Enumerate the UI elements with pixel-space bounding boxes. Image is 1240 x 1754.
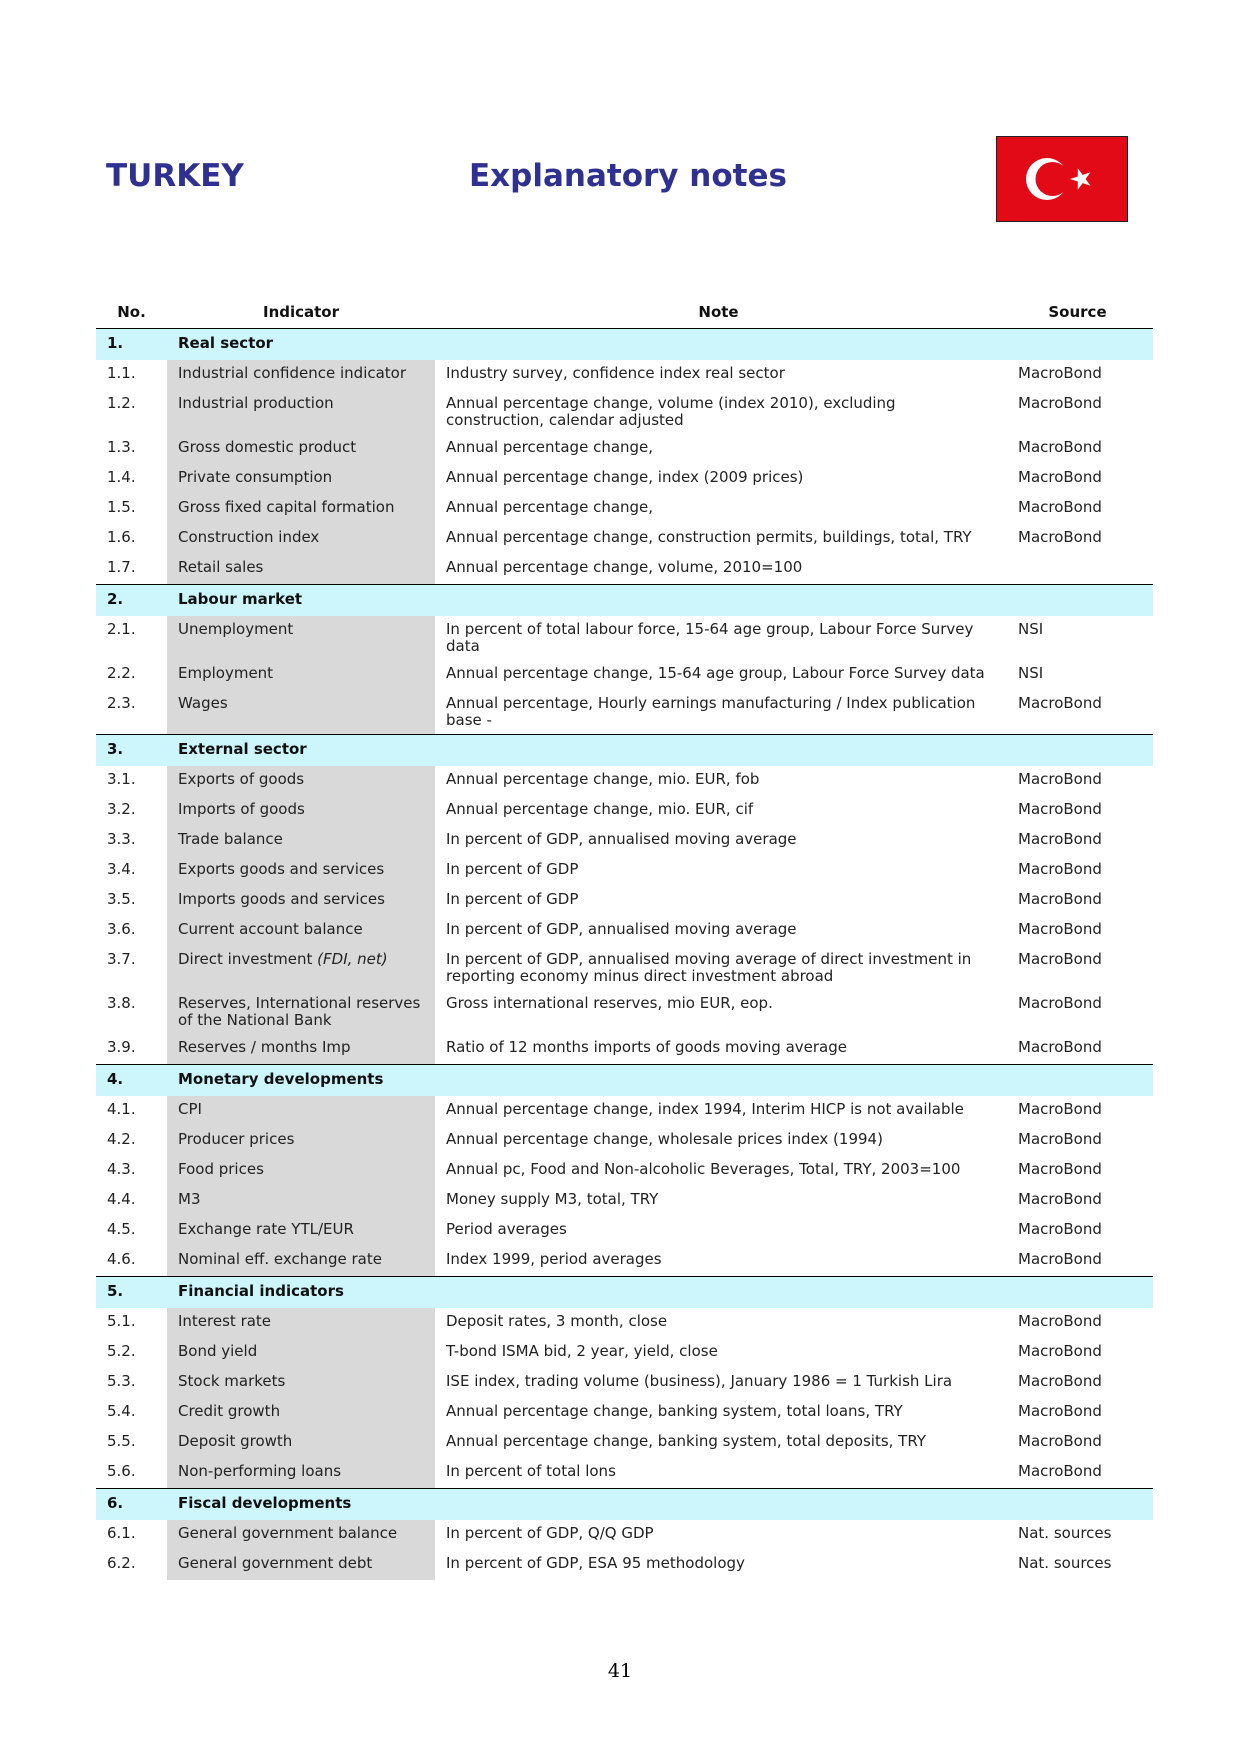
source-cell: MacroBond	[1018, 890, 1102, 908]
row-number: 1.6.	[107, 528, 136, 546]
indicator-label: Food prices	[178, 1160, 264, 1178]
indicator-cell	[167, 1398, 435, 1428]
section-title: Monetary developments	[167, 1065, 1153, 1097]
row-number: 4.6.	[107, 1250, 136, 1268]
indicator-label: Retail sales	[178, 558, 264, 576]
row-number: 3.4.	[107, 860, 136, 878]
table-row	[96, 886, 1153, 916]
indicator-cell	[167, 1216, 435, 1246]
row-number: 6.2.	[107, 1554, 136, 1572]
row-number: 3.8.	[107, 994, 136, 1012]
indicator-label: Construction index	[178, 528, 320, 546]
source-cell: MacroBond	[1018, 1342, 1102, 1360]
row-number: 5.3.	[107, 1372, 136, 1390]
indicator-cell	[167, 360, 435, 390]
source-cell: MacroBond	[1018, 950, 1102, 968]
indicator-cell	[167, 616, 435, 660]
table-row	[96, 1156, 1153, 1186]
indicator-cell	[167, 660, 435, 690]
table-row	[96, 1186, 1153, 1216]
indicator-qualifier: (FDI, net)	[317, 950, 388, 968]
indicator-cell	[167, 1034, 435, 1065]
table-row	[96, 464, 1153, 494]
note-cell: Annual percentage change, wholesale prices index (1994)	[446, 1130, 883, 1148]
source-cell: MacroBond	[1018, 800, 1102, 818]
table-body	[96, 329, 1153, 1581]
indicator-cell	[167, 766, 435, 796]
note-cell: Index 1999, period averages	[446, 1250, 662, 1268]
indicator-label: Stock markets	[178, 1372, 286, 1390]
note-cell: Annual percentage change,	[446, 438, 654, 456]
source-cell: MacroBond	[1018, 770, 1102, 788]
page-title: Explanatory notes	[469, 158, 787, 194]
source-cell: MacroBond	[1018, 1462, 1102, 1480]
table-row	[96, 766, 1153, 796]
note-cell: In percent of GDP, Q/Q GDP	[446, 1524, 654, 1542]
indicator-label: Industrial confidence indicator	[178, 364, 407, 382]
note-cell: Annual percentage change, 15-64 age group, Labour Force Survey data	[446, 664, 985, 682]
table-row	[96, 1398, 1153, 1428]
indicator-label: Credit growth	[178, 1402, 281, 1420]
note-cell: Annual percentage change, construction permits, buildings, total, TRY	[446, 528, 972, 546]
note-cell: Annual percentage change, volume, 2010=100	[446, 558, 803, 576]
section-number: 6.	[96, 1489, 167, 1521]
source-cell: MacroBond	[1018, 528, 1102, 546]
source-cell: MacroBond	[1018, 438, 1102, 456]
table-row	[96, 1550, 1153, 1580]
row-number: 2.1.	[107, 620, 136, 638]
table-header-row	[96, 296, 1153, 329]
indicator-label: Exports goods and services	[178, 860, 385, 878]
indicator-label: Bond yield	[178, 1342, 258, 1360]
column-header-source: Source	[1002, 296, 1153, 329]
section-title: Fiscal developments	[167, 1489, 1153, 1521]
indicator-cell	[167, 464, 435, 494]
row-number: 4.1.	[107, 1100, 136, 1118]
note-cell: Annual percentage change, index 1994, Interim HICP is not available	[446, 1100, 964, 1118]
indicator-cell	[167, 390, 435, 434]
column-header-note: Note	[435, 296, 1002, 329]
indicator-label: Imports of goods	[178, 800, 305, 818]
indicator-cell	[167, 916, 435, 946]
indicator-label: Imports goods and services	[178, 890, 385, 908]
page-number: 41	[607, 1660, 633, 1682]
table-row	[96, 1428, 1153, 1458]
note-cell: Industry survey, confidence index real sector	[446, 364, 785, 382]
indicator-cell	[167, 494, 435, 524]
section-number: 3.	[96, 735, 167, 767]
table-row	[96, 1520, 1153, 1550]
note-cell: Gross international reserves, mio EUR, eop.	[446, 994, 773, 1012]
indicator-cell	[167, 826, 435, 856]
source-cell: MacroBond	[1018, 1130, 1102, 1148]
note-cell: In percent of GDP, annualised moving average of direct investment in reporting economy minus direct investment abroad	[446, 950, 972, 985]
column-header-no: No.	[96, 296, 167, 329]
indicator-label: General government debt	[178, 1554, 373, 1572]
table-row	[96, 1458, 1153, 1489]
note-cell: Annual percentage change, mio. EUR, cif	[446, 800, 754, 818]
section-row	[96, 735, 1153, 767]
source-cell: MacroBond	[1018, 694, 1102, 712]
indicator-cell	[167, 1428, 435, 1458]
section-title: External sector	[167, 735, 1153, 767]
table-row	[96, 1338, 1153, 1368]
table-row	[96, 856, 1153, 886]
indicator-label: Employment	[178, 664, 274, 682]
indicator-cell	[167, 1338, 435, 1368]
indicator-cell	[167, 1246, 435, 1277]
indicator-label: Trade balance	[178, 830, 283, 848]
table-row	[96, 916, 1153, 946]
note-cell: Annual percentage change, banking system, total deposits, TRY	[446, 1432, 926, 1450]
row-number: 1.7.	[107, 558, 136, 576]
source-cell: MacroBond	[1018, 364, 1102, 382]
note-cell: In percent of GDP, annualised moving average	[446, 830, 797, 848]
note-cell: In percent of GDP, ESA 95 methodology	[446, 1554, 745, 1572]
section-row	[96, 329, 1153, 361]
section-row	[96, 1277, 1153, 1309]
row-number: 1.5.	[107, 498, 136, 516]
turkey-flag-icon	[996, 136, 1128, 222]
section-number: 2.	[96, 585, 167, 617]
indicator-cell	[167, 1126, 435, 1156]
row-number: 5.5.	[107, 1432, 136, 1450]
section-number: 1.	[96, 329, 167, 361]
table-row	[96, 1126, 1153, 1156]
table-row	[96, 524, 1153, 554]
row-number: 4.2.	[107, 1130, 136, 1148]
section-row	[96, 585, 1153, 617]
indicator-label: Reserves / months Imp	[178, 1038, 351, 1056]
source-cell: NSI	[1018, 620, 1044, 638]
table-row	[96, 1246, 1153, 1277]
source-cell: MacroBond	[1018, 860, 1102, 878]
source-cell: Nat. sources	[1018, 1554, 1112, 1572]
source-cell: MacroBond	[1018, 994, 1102, 1012]
source-cell: MacroBond	[1018, 1432, 1102, 1450]
source-cell: MacroBond	[1018, 920, 1102, 938]
row-number: 5.6.	[107, 1462, 136, 1480]
indicator-label: Private consumption	[178, 468, 333, 486]
note-cell: Annual pc, Food and Non-alcoholic Beverages, Total, TRY, 2003=100	[446, 1160, 961, 1178]
indicator-label: Industrial production	[178, 394, 334, 412]
row-number: 3.7.	[107, 950, 136, 968]
indicator-label: Unemployment	[178, 620, 294, 638]
note-cell: Ratio of 12 months imports of goods moving average	[446, 1038, 847, 1056]
source-cell: MacroBond	[1018, 1312, 1102, 1330]
table-row	[96, 494, 1153, 524]
row-number: 3.6.	[107, 920, 136, 938]
note-cell: In percent of total lons	[446, 1462, 616, 1480]
indicator-cell	[167, 886, 435, 916]
row-number: 6.1.	[107, 1524, 136, 1542]
row-number: 2.2.	[107, 664, 136, 682]
indicator-label: Current account balance	[178, 920, 363, 938]
note-cell: In percent of GDP, annualised moving average	[446, 920, 797, 938]
source-cell: MacroBond	[1018, 1190, 1102, 1208]
note-cell: In percent of GDP	[446, 860, 579, 878]
indicator-label: Deposit growth	[178, 1432, 293, 1450]
source-cell: MacroBond	[1018, 498, 1102, 516]
note-cell: Annual percentage change,	[446, 498, 654, 516]
table-row	[96, 796, 1153, 826]
indicator-label: Exports of goods	[178, 770, 305, 788]
section-title: Labour market	[167, 585, 1153, 617]
table-row	[96, 1216, 1153, 1246]
source-cell: MacroBond	[1018, 1250, 1102, 1268]
table-row	[96, 616, 1153, 660]
note-cell: ISE index, trading volume (business), January 1986 = 1 Turkish Lira	[446, 1372, 953, 1390]
indicator-label: Non-performing loans	[178, 1462, 342, 1480]
table-row	[96, 990, 1153, 1034]
table-row	[96, 826, 1153, 856]
row-number: 3.9.	[107, 1038, 136, 1056]
table-row	[96, 1096, 1153, 1126]
row-number: 5.2.	[107, 1342, 136, 1360]
row-number: 5.4.	[107, 1402, 136, 1420]
indicator-cell	[167, 1550, 435, 1580]
table-row	[96, 360, 1153, 390]
table-row	[96, 1368, 1153, 1398]
indicator-cell	[167, 524, 435, 554]
source-cell: MacroBond	[1018, 394, 1102, 412]
section-title: Financial indicators	[167, 1277, 1153, 1309]
note-cell: Annual percentage change, banking system, total loans, TRY	[446, 1402, 903, 1420]
source-cell: NSI	[1018, 664, 1044, 682]
column-header-indicator: Indicator	[167, 296, 435, 329]
source-cell: MacroBond	[1018, 1160, 1102, 1178]
section-row	[96, 1489, 1153, 1521]
table-row	[96, 434, 1153, 464]
indicator-cell	[167, 990, 435, 1034]
indicator-cell	[167, 434, 435, 464]
row-number: 3.3.	[107, 830, 136, 848]
source-cell: MacroBond	[1018, 1100, 1102, 1118]
country-heading: TURKEY	[106, 158, 244, 194]
note-cell: Annual percentage change, index (2009 prices)	[446, 468, 804, 486]
indicator-label: Wages	[178, 694, 228, 712]
row-number: 3.1.	[107, 770, 136, 788]
note-cell: T-bond ISMA bid, 2 year, yield, close	[446, 1342, 718, 1360]
note-cell: In percent of GDP	[446, 890, 579, 908]
row-number: 1.1.	[107, 364, 136, 382]
indicator-label: Interest rate	[178, 1312, 272, 1330]
indicator-cell	[167, 1186, 435, 1216]
row-number: 3.5.	[107, 890, 136, 908]
row-number: 1.2.	[107, 394, 136, 412]
table-row	[96, 660, 1153, 690]
note-cell: Annual percentage, Hourly earnings manufacturing / Index publication base -	[446, 694, 976, 729]
indicator-label: M3	[178, 1190, 201, 1208]
source-cell: MacroBond	[1018, 468, 1102, 486]
indicator-cell	[167, 1458, 435, 1489]
table-row	[96, 1034, 1153, 1065]
row-number: 4.4.	[107, 1190, 136, 1208]
row-number: 1.4.	[107, 468, 136, 486]
section-title: Real sector	[167, 329, 1153, 361]
indicator-label: Gross domestic product	[178, 438, 357, 456]
indicator-cell	[167, 690, 435, 735]
source-cell: MacroBond	[1018, 1372, 1102, 1390]
indicator-label: CPI	[178, 1100, 202, 1118]
note-cell: Annual percentage change, volume (index 2010), excluding construction, calendar adjusted	[446, 394, 896, 429]
indicator-label: Exchange rate YTL/EUR	[178, 1220, 354, 1238]
indicator-cell	[167, 946, 435, 990]
row-number: 3.2.	[107, 800, 136, 818]
indicator-cell	[167, 1368, 435, 1398]
row-number: 5.1.	[107, 1312, 136, 1330]
table-row	[96, 1308, 1153, 1338]
table-row	[96, 690, 1153, 735]
source-cell: MacroBond	[1018, 1038, 1102, 1056]
note-cell: Deposit rates, 3 month, close	[446, 1312, 668, 1330]
indicator-cell	[167, 1520, 435, 1550]
indicator-label: Reserves, International reserves of the National Bank	[178, 994, 421, 1029]
explanatory-notes-table	[96, 296, 1153, 1580]
indicator-label: Gross fixed capital formation	[178, 498, 395, 516]
source-cell: MacroBond	[1018, 1402, 1102, 1420]
note-cell: Money supply M3, total, TRY	[446, 1190, 659, 1208]
indicator-cell	[167, 796, 435, 826]
table-row	[96, 390, 1153, 434]
indicator-cell	[167, 1096, 435, 1126]
indicator-label: Producer prices	[178, 1130, 295, 1148]
indicator-cell	[167, 856, 435, 886]
section-number: 5.	[96, 1277, 167, 1309]
row-number: 2.3.	[107, 694, 136, 712]
row-number: 4.3.	[107, 1160, 136, 1178]
indicator-label: General government balance	[178, 1524, 398, 1542]
table-row	[96, 554, 1153, 585]
indicator-label: Direct investment	[178, 950, 313, 968]
section-row	[96, 1065, 1153, 1097]
indicator-cell	[167, 1308, 435, 1338]
note-cell: Period averages	[446, 1220, 567, 1238]
row-number: 1.3.	[107, 438, 136, 456]
source-cell: Nat. sources	[1018, 1524, 1112, 1542]
note-cell: Annual percentage change, mio. EUR, fob	[446, 770, 760, 788]
note-cell: In percent of total labour force, 15-64 age group, Labour Force Survey data	[446, 620, 974, 655]
indicator-cell	[167, 554, 435, 585]
source-cell	[1002, 554, 1153, 585]
row-number: 4.5.	[107, 1220, 136, 1238]
table-row	[96, 946, 1153, 990]
indicator-label: Nominal eff. exchange rate	[178, 1250, 382, 1268]
source-cell: MacroBond	[1018, 830, 1102, 848]
indicator-cell	[167, 1156, 435, 1186]
source-cell: MacroBond	[1018, 1220, 1102, 1238]
section-number: 4.	[96, 1065, 167, 1097]
